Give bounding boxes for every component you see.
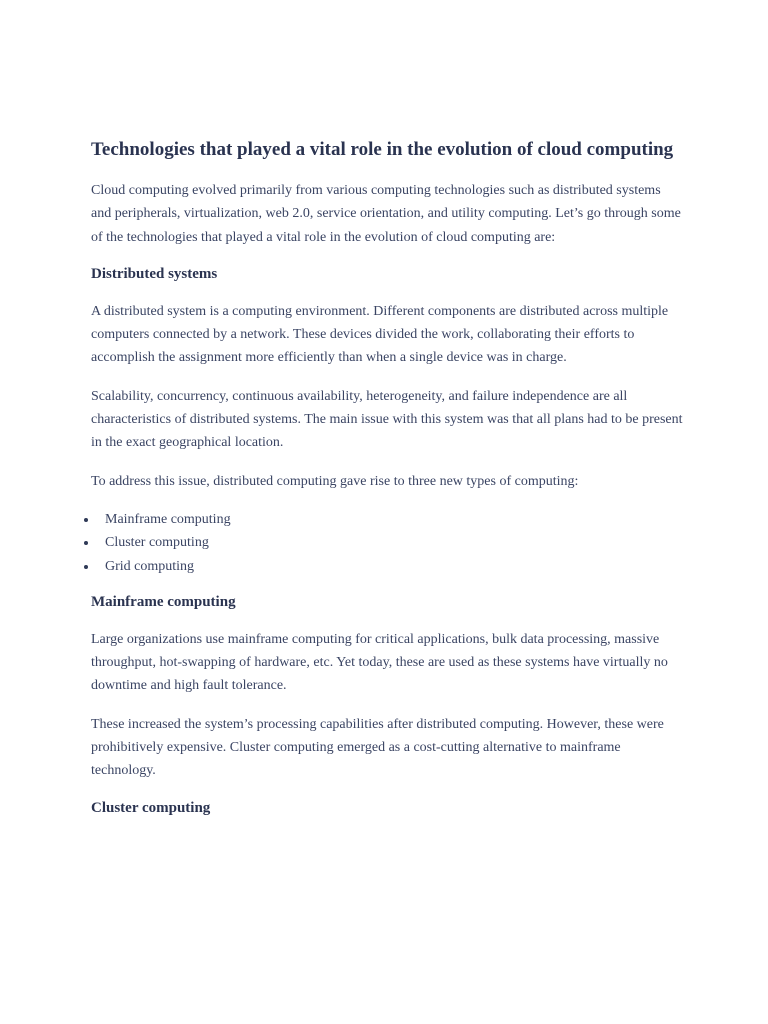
list-item: Cluster computing	[91, 531, 684, 554]
heading-mainframe-computing: Mainframe computing	[91, 593, 236, 610]
distributed-paragraph-2: Scalability, concurrency, continuous availability, heterogeneity, and failure independence are all characteristics of distributed systems. The main issue with this system was that all plans had to be present in the exact geographical location.	[91, 388, 683, 451]
mainframe-paragraph-1: Large organizations use mainframe computing for critical applications, bulk data processing, massive throughput, hot-swapping of hardware, etc. Yet today, these are used as these systems have virtually no downtime and high fault tolerance.	[91, 631, 668, 694]
intro-paragraph: Cloud computing evolved primarily from various computing technologies such as distributed systems and peripherals, virtualization, web 2.0, service orientation, and utility computing. Let’s go through some of the technologies that played a vital role in the evolution of cloud computing are:	[91, 183, 681, 245]
computing-types-list	[91, 508, 684, 578]
page-title: Technologies that played a vital role in the evolution of cloud computing	[91, 139, 674, 160]
list-item: Mainframe computing	[91, 508, 684, 531]
heading-distributed-systems: Distributed systems	[91, 265, 218, 282]
list-item: Grid computing	[91, 555, 684, 578]
distributed-paragraph-3: To address this issue, distributed computing gave rise to three new types of computing:	[91, 473, 579, 489]
distributed-paragraph-1: A distributed system is a computing environment. Different components are distributed across multiple computers connected by a network. These devices divided the work, collaborating their efforts to accomplish the assignment more efficiently than when a single device was in charge.	[91, 303, 669, 366]
mainframe-paragraph-2: These increased the system’s processing capabilities after distributed computing. However, these were prohibitively expensive. Cluster computing emerged as a cost-cutting alternative to mainframe technology.	[91, 716, 664, 779]
heading-cluster-computing: Cluster computing	[91, 799, 211, 816]
